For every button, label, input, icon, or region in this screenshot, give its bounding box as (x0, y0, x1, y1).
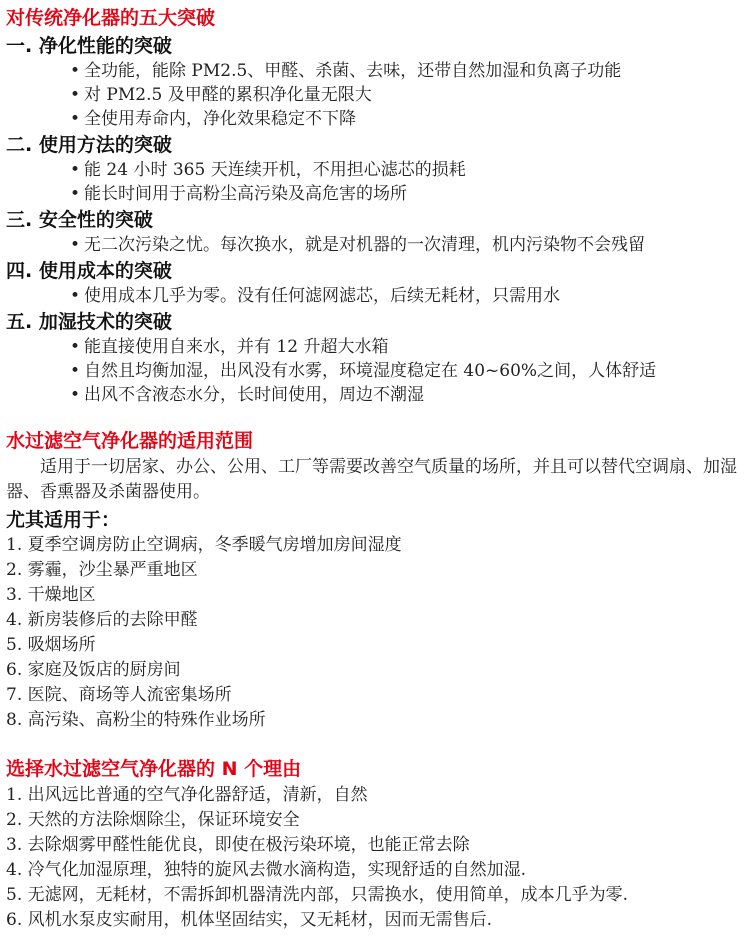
bullet-dot: • (70, 385, 81, 405)
list-item: 7. 医院、商场等人流密集场所 (6, 685, 232, 705)
bullet-text: 对 PM2.5 及甲醛的累积净化量无限大 (84, 85, 372, 105)
list-item: 4. 冷气化加湿原理，独特的旋风去微水滴构造，实现舒适的自然加湿. (6, 860, 527, 880)
bullet-text: 使用成本几乎为零。没有任何滤网滤芯，后续无耗材，只需用水 (84, 286, 560, 306)
list-item: 3. 去除烟雾甲醛性能优良，即使在极污染环境，也能正常去除 (6, 835, 470, 855)
section2-title: 水过滤空气净化器的适用范围 (6, 430, 254, 452)
sub4-heading: 四. 使用成本的突破 (6, 260, 172, 282)
list-item: 3. 干燥地区 (6, 585, 96, 605)
list-item: 8. 高污染、高粉尘的特殊作业场所 (6, 710, 266, 730)
bullet-dot: • (70, 85, 81, 105)
list-item: 6. 家庭及饭店的厨房间 (6, 660, 181, 680)
section1-title: 对传统净化器的五大突破 (6, 7, 216, 29)
sub5-bullet (70, 383, 424, 407)
bullet-dot: • (70, 235, 81, 255)
sub5-heading: 五. 加湿技术的突破 (6, 311, 172, 333)
section2-paragraph: 适用于一切居家、办公、公用、工厂等需要改善空气质量的场所，并且可以替代空调扇、加湿器、香熏器及杀菌器使用。 (6, 457, 737, 502)
bullet-text: 出风不含液态水分，长时间使用，周边不潮湿 (84, 385, 424, 405)
list-item: 5. 吸烟场所 (6, 635, 96, 655)
section3-title: 选择水过滤空气净化器的 N 个理由 (6, 758, 302, 780)
bullet-dot: • (70, 109, 81, 129)
list-item: 1. 夏季空调房防止空调病，冬季暖气房增加房间湿度 (6, 535, 402, 555)
section2-subheading: 尤其适用于： (6, 509, 121, 531)
list-item: 5. 无滤网，无耗材，不需拆卸机器清洗内部，只需换水，使用简单，成本几乎为零. (6, 885, 629, 905)
list-item: 2. 天然的方法除烟除尘，保证环境安全 (6, 810, 300, 830)
list-item: 4. 新房装修后的去除甲醛 (6, 610, 198, 630)
bullet-dot: • (70, 160, 81, 180)
sub5-bullet (70, 335, 388, 359)
sub2-bullet (70, 158, 466, 182)
sub3-heading: 三. 安全性的突破 (6, 209, 153, 231)
bullet-text: 能直接使用自来水，并有 12 升超大水箱 (84, 337, 389, 357)
bullet-text: 自然且均衡加湿，出风没有水雾，环境湿度稳定在 40~60%之间，人体舒适 (84, 361, 657, 381)
bullet-dot: • (70, 361, 81, 381)
sub5-bullet (70, 359, 656, 383)
sub1-bullet (70, 107, 356, 131)
bullet-dot: • (70, 286, 81, 306)
sub2-heading: 二. 使用方法的突破 (6, 134, 172, 156)
sub1-bullet (70, 59, 621, 83)
list-item: 6. 风机水泵皮实耐用，机体坚固结实，又无耗材，因而无需售后. (6, 910, 493, 930)
bullet-text: 全使用寿命内，净化效果稳定不下降 (84, 109, 356, 129)
sub1-bullet (70, 83, 372, 107)
bullet-text: 能 24 小时 365 天连续开机，不用担心滤芯的损耗 (84, 160, 466, 180)
bullet-dot: • (70, 61, 81, 81)
bullet-dot: • (70, 337, 81, 357)
list-item: 2. 雾霾，沙尘暴严重地区 (6, 560, 198, 580)
bullet-text: 全功能，能除 PM2.5、甲醛、杀菌、去味，还带自然加湿和负离子功能 (84, 61, 622, 81)
bullet-text: 能长时间用于高粉尘高污染及高危害的场所 (84, 184, 407, 204)
sub1-heading: 一. 净化性能的突破 (6, 35, 172, 57)
bullet-text: 无二次污染之忧。每次换水，就是对机器的一次清理，机内污染物不会残留 (84, 235, 645, 255)
sub2-bullet (70, 182, 407, 206)
sub4-bullet (70, 284, 560, 308)
bullet-dot: • (70, 184, 81, 204)
sub3-bullet (70, 233, 645, 257)
list-item: 1. 出风远比普通的空气净化器舒适，清新，自然 (6, 785, 368, 805)
